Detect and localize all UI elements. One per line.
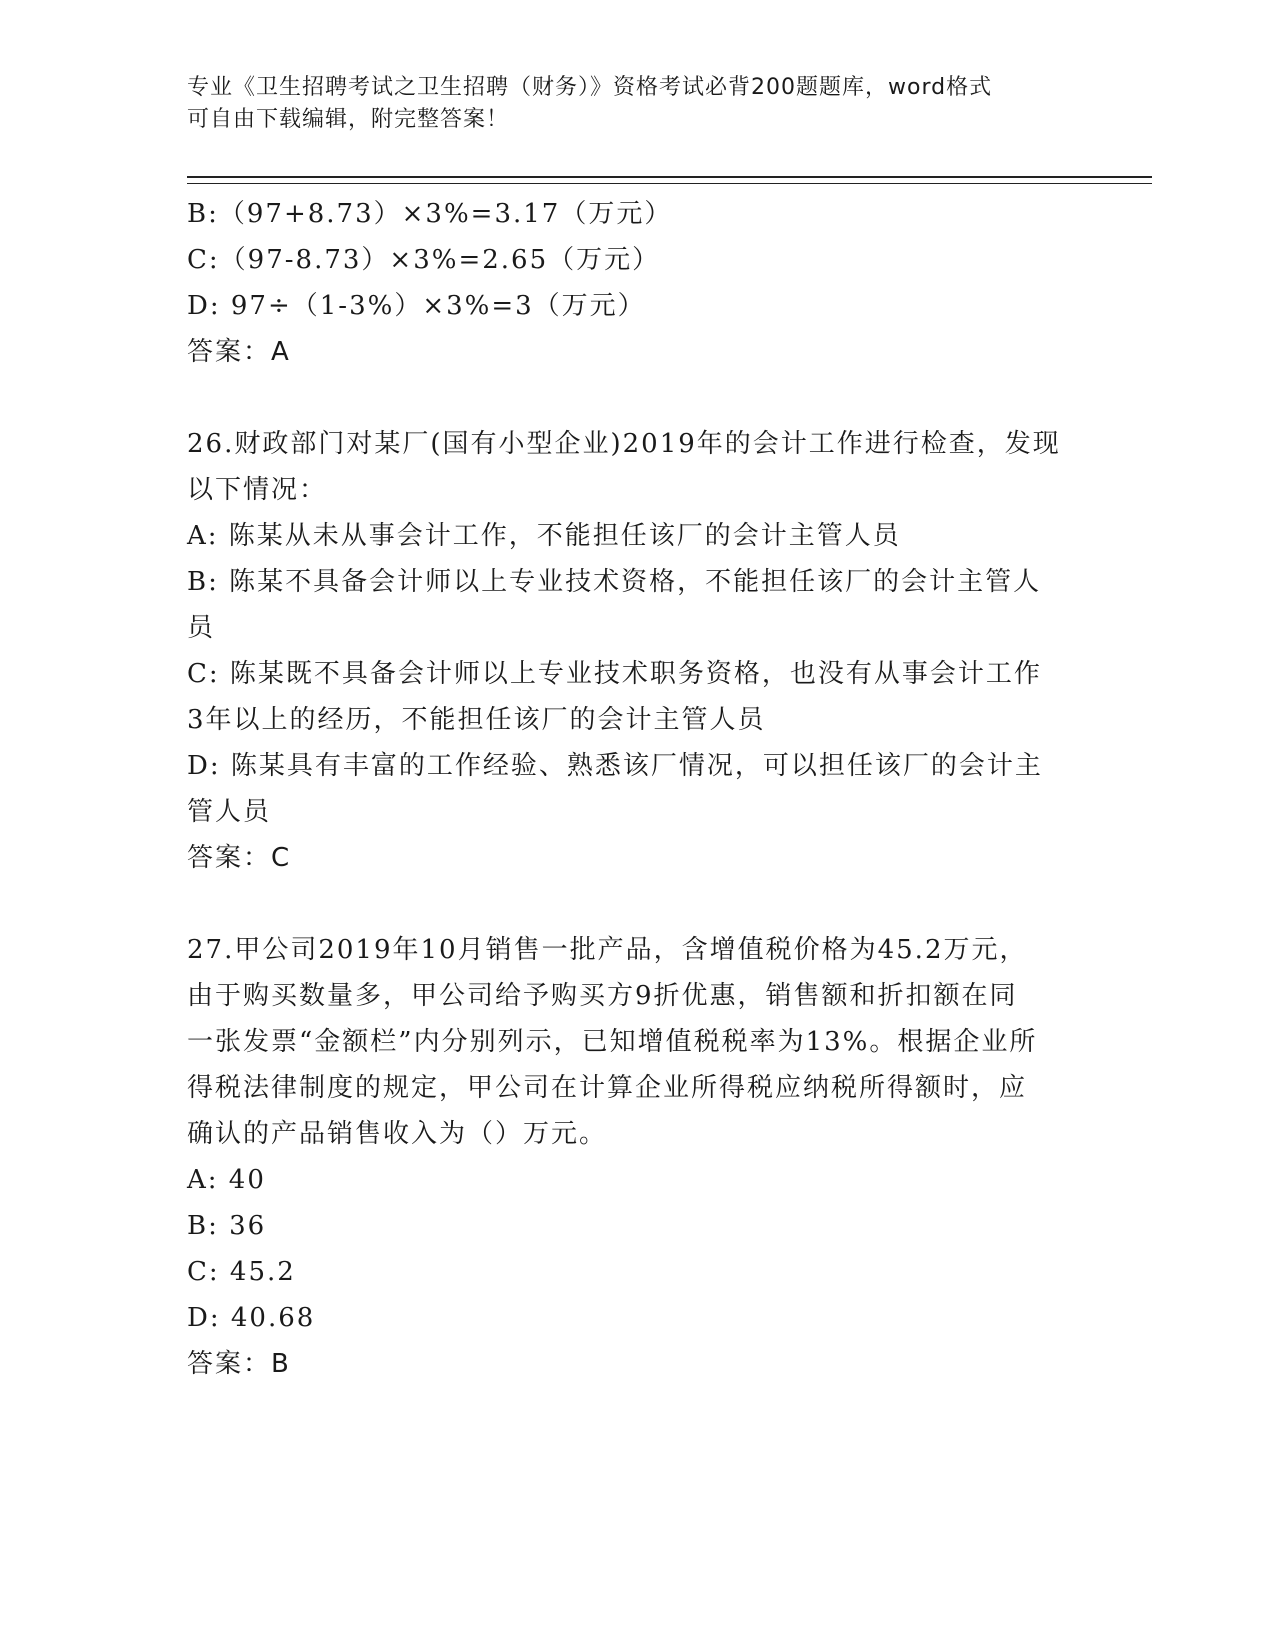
option-c: C: 45.2 [187,1257,296,1287]
question-stem-line: 确认的产品销售收入为（）万元。 [187,1119,608,1149]
question-stem-line: 以下情况： [187,475,328,505]
question-stem-line: 一张发票“金额栏”内分别列示，已知增值税税率为13%。根据企业所 [187,1027,1038,1057]
option-d-continued: 管人员 [187,797,272,827]
header-divider [187,176,1152,184]
option-b: B: 36 [187,1211,267,1241]
question-stem-line: 得税法律制度的规定，甲公司在计算企业所得税应纳税所得额时，应 [187,1073,1028,1103]
answer-label: 答案：B [187,1349,291,1379]
option-d: D: 40.68 [187,1303,316,1333]
option-c-continued: 3年以上的经历，不能担任该厂的会计主管人员 [187,705,766,735]
option-d: D: 陈某具有丰富的工作经验、熟悉该厂情况，可以担任该厂的会计主 [187,751,1043,781]
page-header [187,72,1087,136]
answer-label: 答案：C [187,843,292,873]
question-25-tail [187,191,1087,375]
question-stem-line: 26.财政部门对某厂(国有小型企业)2019年的会计工作进行检查，发现 [187,429,1061,459]
question-stem-line: 由于购买数量多，甲公司给予购买方9折优惠，销售额和折扣额在同 [187,981,1018,1011]
spacer [187,375,1087,421]
header-title-line-1: 专业《卫生招聘考试之卫生招聘（财务）》资格考试必背200题题库，word格式 [187,75,993,100]
option-c: C:（97-8.73）×3%=2.65（万元） [187,245,661,275]
spacer [187,881,1087,927]
option-a: A: 陈某从未从事会计工作，不能担任该厂的会计主管人员 [187,521,901,551]
question-stem-line: 27.甲公司2019年10月销售一批产品，含增值税价格为45.2万元， [187,935,1028,965]
question-27 [187,927,1087,1387]
option-d: D: 97÷（1-3%）×3%=3（万元） [187,291,646,321]
option-b: B: 陈某不具备会计师以上专业技术资格，不能担任该厂的会计主管人 [187,567,1042,597]
option-b: B:（97+8.73）×3%=3.17（万元） [187,199,673,229]
option-c: C: 陈某既不具备会计师以上专业技术职务资格，也没有从事会计工作 [187,659,1042,689]
option-b-continued: 员 [187,613,216,643]
document-body [187,191,1087,1387]
header-title-line-2: 可自由下载编辑，附完整答案！ [187,107,510,132]
answer-label: 答案：A [187,337,291,367]
option-a: A: 40 [187,1165,266,1195]
question-26 [187,421,1087,881]
